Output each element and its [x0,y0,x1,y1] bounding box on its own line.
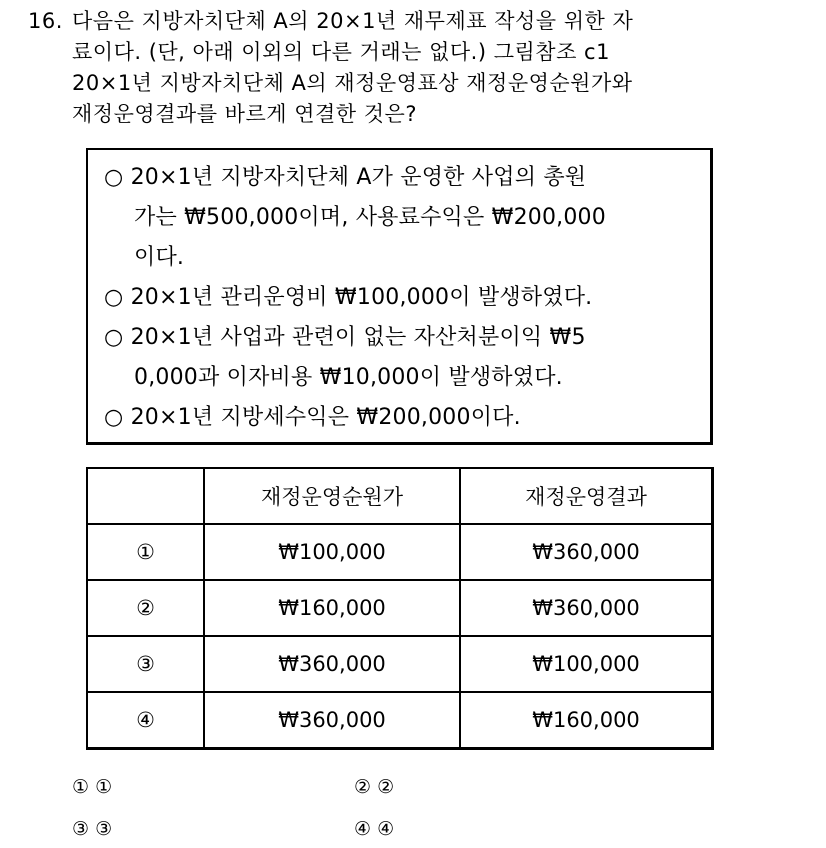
choice-value: ④ [377,818,395,840]
table-row [87,524,713,580]
choice-1[interactable] [72,776,112,798]
cell-net-cost: ₩160,000 [204,580,460,636]
info-line: 이다. [134,245,185,270]
info-line: ○ 20×1년 지방자치단체 A가 운영한 사업의 총원 [104,165,587,190]
cell-net-cost: ₩360,000 [204,636,460,692]
table-header: 재정운영결과 [460,468,713,524]
cell-result: ₩100,000 [460,636,713,692]
answer-table [86,467,714,750]
info-line: ○ 20×1년 관리운영비 ₩100,000이 발생하였다. [104,285,593,310]
table-row [87,580,713,636]
info-line: 0,000과 이자비용 ₩10,000이 발생하였다. [134,365,563,390]
choice-value: ② [377,776,395,798]
cell-result: ₩360,000 [460,580,713,636]
info-line: 가는 ₩500,000이며, 사용료수익은 ₩200,000 [134,205,606,230]
question-line: 다음은 지방자치단체 A의 20×1년 재무제표 작성을 위한 자 [72,9,634,33]
cell-net-cost: ₩100,000 [204,524,460,580]
choice-3[interactable] [72,818,112,840]
cell-result: ₩360,000 [460,524,713,580]
row-label: ③ [87,636,204,692]
info-box [86,148,713,445]
cell-net-cost: ₩360,000 [204,692,460,748]
info-line: ○ 20×1년 사업과 관련이 없는 자산처분이익 ₩5 [104,325,586,350]
info-line: ○ 20×1년 지방세수익은 ₩200,000이다. [104,405,521,430]
table-header [87,468,204,524]
table-header: 재정운영순원가 [204,468,460,524]
choice-value: ③ [95,818,113,840]
choice-label: ② [354,776,372,798]
table-header-row [87,468,713,524]
choice-label: ① [72,776,90,798]
row-label: ① [87,524,204,580]
choice-2[interactable] [354,776,394,798]
question-line: 재정운영결과를 바르게 연결한 것은? [72,102,417,126]
choice-4[interactable] [354,818,394,840]
choice-value: ① [95,776,113,798]
table-row [87,692,713,748]
cell-result: ₩160,000 [460,692,713,748]
choice-label: ④ [354,818,372,840]
row-label: ④ [87,692,204,748]
question-line: 20×1년 지방자치단체 A의 재정운영표상 재정운영순원가와 [72,71,633,95]
choice-label: ③ [72,818,90,840]
question-line: 료이다. (단, 아래 이외의 다른 거래는 없다.) 그림참조 c1 [72,40,610,64]
question-number: 16. [28,9,63,33]
row-label: ② [87,580,204,636]
table-row [87,636,713,692]
